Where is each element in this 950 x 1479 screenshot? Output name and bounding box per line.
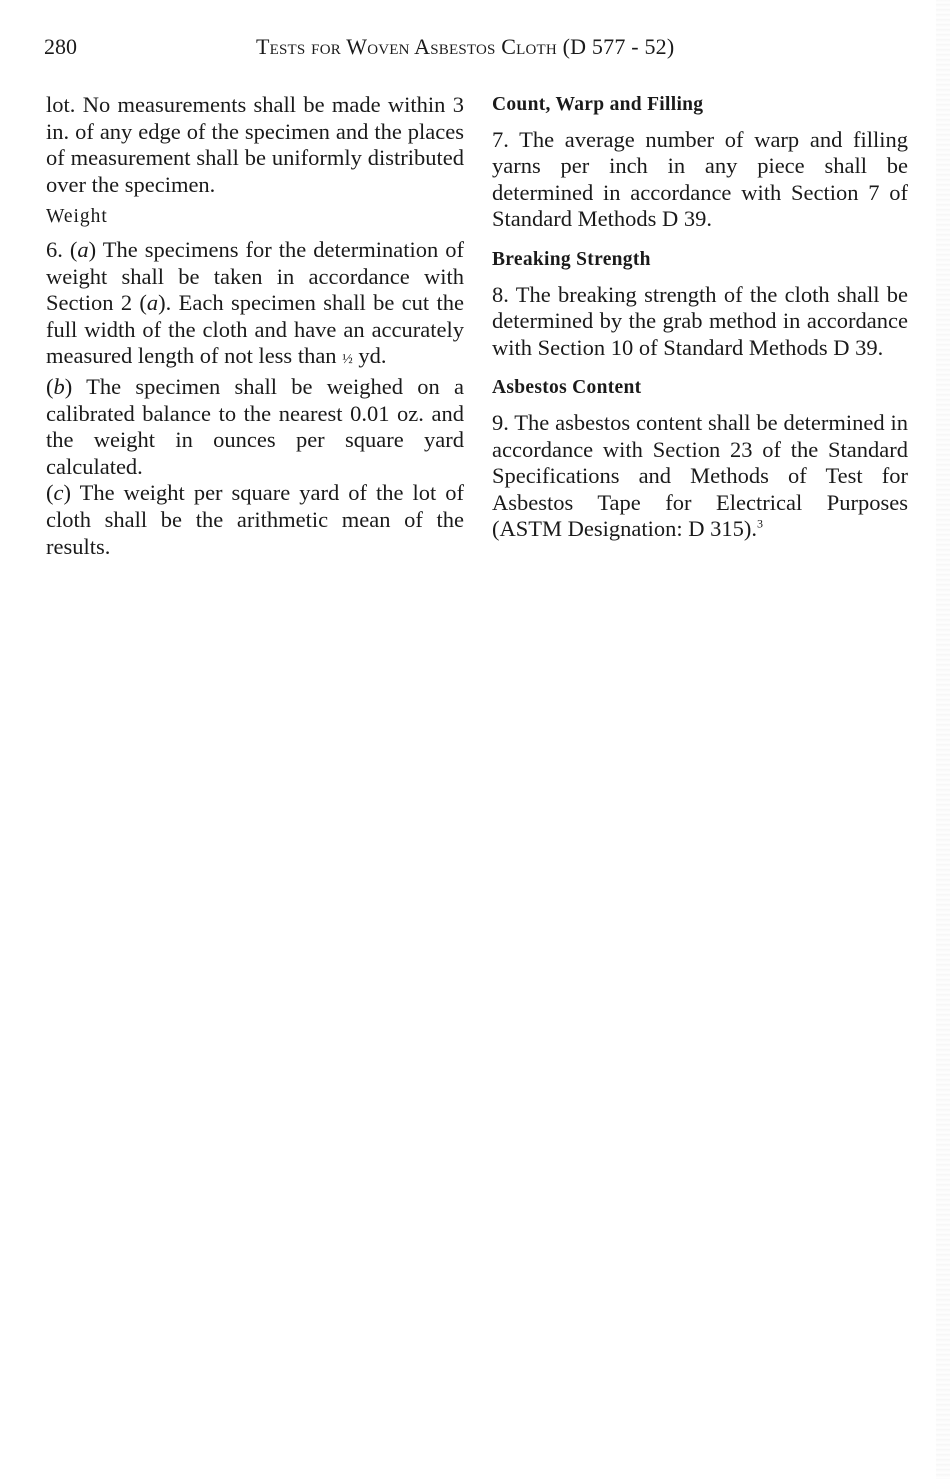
- scan-edge-artifact: [936, 0, 950, 1479]
- half-fraction: ½: [342, 352, 353, 368]
- p6a-letter: a: [77, 236, 89, 262]
- p6a-text2: ). Each specimen shall be cut the full width of the cloth and have an accurately measured length of not less than: [46, 290, 464, 369]
- paragraph-6b: [46, 374, 464, 480]
- p6b-text: ) The specimen shall be weighed on a calibrated balance to the nearest 0.01 oz. and the weight in ounces per square yard calculated.: [46, 373, 464, 479]
- weight-heading: Weight: [46, 206, 108, 228]
- p6b-letter: b: [53, 373, 65, 399]
- p6c-letter: c: [53, 480, 64, 506]
- p9-text: 9. The asbestos content shall be determined in accordance with Section 23 of the Standard Specifications and Methods of Test for Asbestos Tape for Electrical Purposes (ASTM Designation: D 315).: [492, 409, 908, 542]
- paragraph-9: [492, 410, 908, 543]
- p6c-text: ) The weight per square yard of the lot of cloth shall be the arithmetic mean of the results.: [46, 480, 464, 559]
- paragraph-6a: [46, 237, 464, 374]
- continuation-paragraph: lot. No measurements shall be made within 3 in. of any edge of the specimen and the places of measurement shall be uniformly distributed over the specimen.: [46, 92, 464, 197]
- p6b-lead: (: [46, 373, 54, 399]
- breaking-strength-heading: Breaking Strength: [492, 248, 651, 270]
- paragraph-8: 8. The breaking strength of the cloth shall be determined by the grab method in accordance with Section 10 of Standard Methods D 39.: [492, 281, 908, 360]
- page-number: 280: [44, 34, 77, 59]
- running-head: Tests for Woven Asbestos Cloth (D 577 - 52): [256, 34, 675, 59]
- paragraph-7: 7. The average number of warp and filling yarns per inch in any piece shall be determined in accordance with Section 7 of Standard Methods D 39.: [492, 126, 908, 232]
- right-column: [492, 92, 908, 543]
- p6a-lead: 6. (: [46, 236, 78, 262]
- footnote-marker: 3: [756, 516, 763, 531]
- p6c-lead: (: [46, 480, 54, 506]
- p6a-ref-letter: a: [146, 290, 159, 316]
- paragraph-6c: [46, 480, 464, 560]
- count-warp-filling-heading: Count, Warp and Filling: [492, 94, 704, 115]
- p6a-end: yd.: [352, 343, 387, 369]
- asbestos-content-heading: Asbestos Content: [492, 377, 642, 399]
- p6a-text: ) The specimens for the determination of weight shall be taken in accordance with Section 2 (: [46, 236, 464, 316]
- left-column: [46, 92, 464, 560]
